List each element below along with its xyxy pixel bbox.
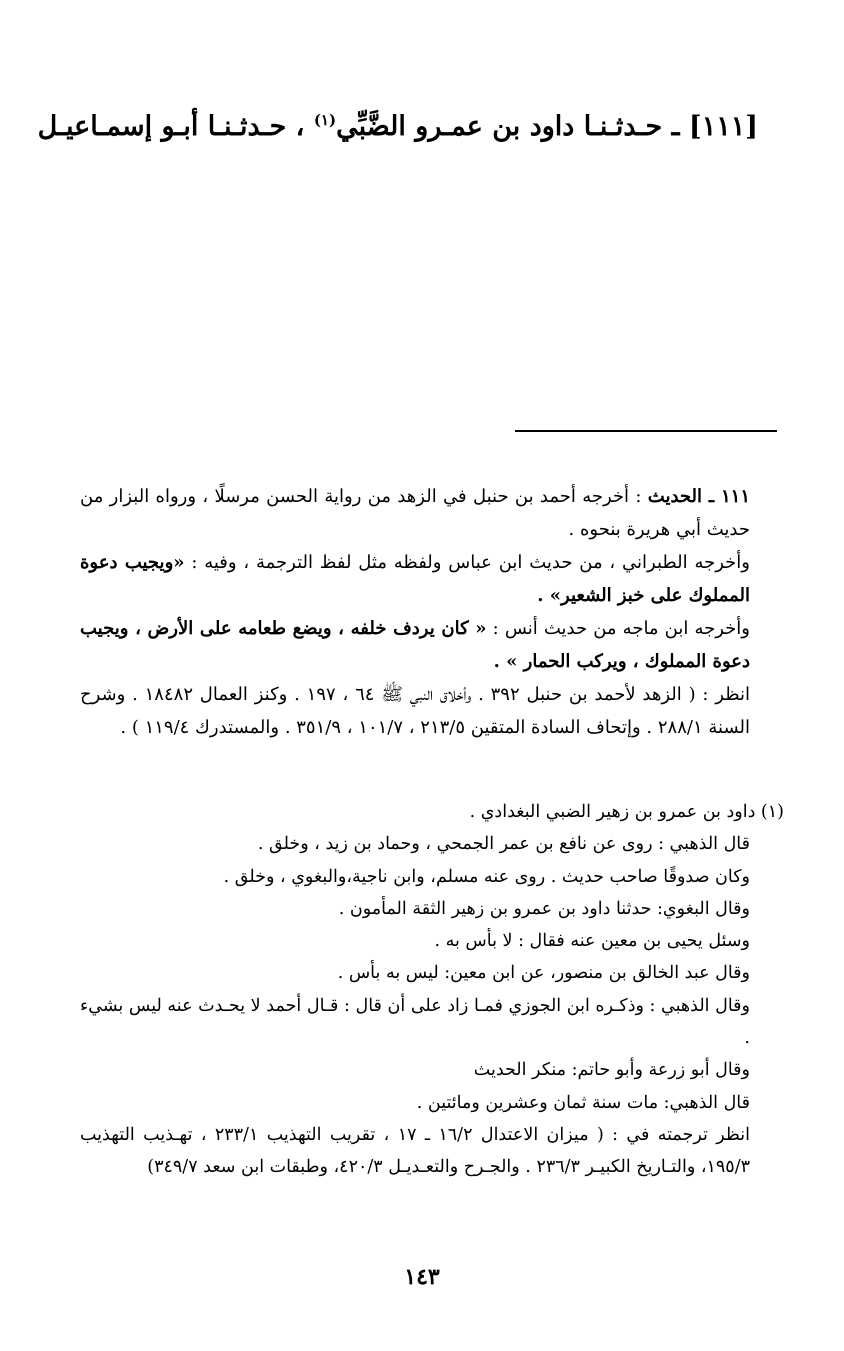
footnote-line: وقال البغوي: حدثنا داود بن عمرو بن زهير الثقة المأمون .	[338, 898, 750, 919]
hadith-text-continued: ، حـدثـنـا أبـو إسمـاعيـل	[37, 111, 305, 142]
footnote-line: وسئل يحيى بن معين عنه فقال : لا بأس به .	[434, 931, 750, 952]
hadith-quote: « كان يردف خلفه ، ويضع طعامه على الأرض ، ويجيب دعوة المملوك ، ويركب الحمار » .	[80, 618, 750, 672]
takhrij-references: انظر : ( الزهد لأحمد بن حنبل ٣٩٢ . وأخلاق النبي ﷺ ٦٤ ، ١٩٧ . وكنز العمال ١٨٤٨٢ . وشرح السنة ٢٨٨/١ . وإتحاف السادة المتقين ٢١٣/٥ ، ١٠١/٧ ، ٣٥١/٩ . والمستدرك ١١٩/٤ ) .	[80, 684, 750, 738]
takhrij-text: وأخرجه ابن ماجه من حديث أنس :	[492, 618, 751, 639]
footnote-line: وقال عبد الخالق بن منصور، عن ابن معين: ليس به بأس .	[337, 963, 750, 984]
footnote-line: وقال أبو زرعة وأبو حاتم: منكر الحديث	[473, 1060, 750, 1081]
takhrij-paragraph	[80, 480, 776, 546]
footnote-line: وكان صدوقًا صاحب حديث . روى عنه مسلم، وابن ناجية،والبغوي ، وخلق .	[223, 866, 750, 887]
hadith-number: [١١١] ـ	[671, 111, 758, 142]
hadith-text: حـدثـنـا داود بن عمـرو الضَّبِّي	[336, 111, 663, 142]
footnote-line: وقال الذهبي : وذكـره ابن الجوزي فمـا زاد على أن قال : قـال أحمد لا يحـدث عنه ليس بشيء .	[80, 995, 750, 1049]
footnote-separator	[515, 430, 777, 432]
footnote-section	[80, 796, 784, 1184]
takhrij-paragraph	[80, 546, 776, 612]
takhrij-paragraph	[80, 612, 776, 678]
takhrij-text: وأخرجه الطبراني ، من حديث ابن عباس ولفظه مثل لفظ الترجمة ، وفيه :	[191, 552, 750, 573]
takhrij-section	[80, 480, 776, 744]
takhrij-lead: ١١١ ـ الحديث	[647, 486, 751, 507]
page-number: ١٤٣	[404, 1264, 440, 1290]
footnote-line: (١) داود بن عمرو بن زهير الضبي البغدادي .	[469, 802, 784, 822]
hadith-quote: «ويجيب دعوة المملوك على خبز الشعير» .	[80, 552, 750, 606]
footnote-marker: (١)	[313, 111, 337, 129]
takhrij-text: : أخرجه أحمد بن حنبل في الزهد من رواية الحسن مرسلًا ، ورواه البزار من حديث أبي هريرة بنحوه .	[80, 486, 750, 540]
footnote-line: انظر ترجمته في : ( ميزان الاعتدال ١٦/٢ ـ ١٧ ، تقريب التهذيب ٢٣٣/١ ، تهـذيب التهذيب ١٩٥/٣، والتـاريخ الكبيـر ٢٣٦/٣ . والجـرح والتعـديـل ٤٢٠/٣، وطبقات ابن سعد ٣٤٩/٧)	[80, 1124, 750, 1178]
hadith-heading	[37, 100, 758, 147]
footnote-line: قال الذهبي: مات سنة ثمان وعشرين ومائتين .	[416, 1092, 750, 1113]
footnote-line: قال الذهبي : روى عن نافع بن عمر الجمحي ، وحماد بن زيد ، وخلق .	[257, 834, 750, 855]
